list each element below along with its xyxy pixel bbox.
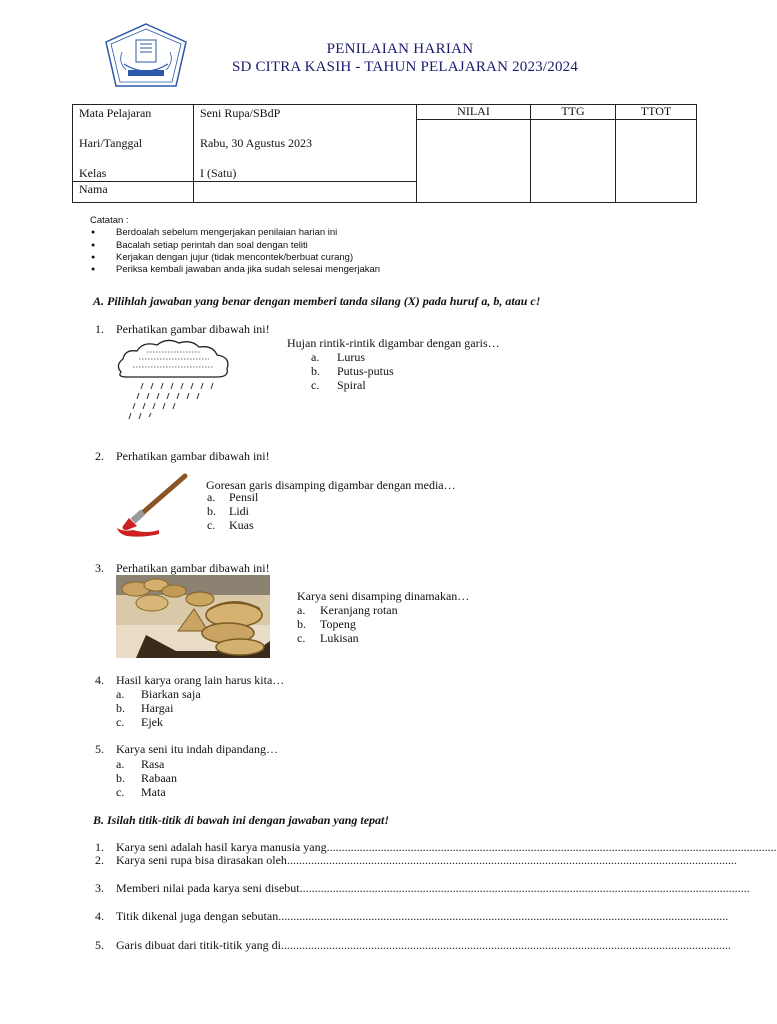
- option-a[interactable]: [311, 350, 394, 364]
- option-letter: b.: [311, 364, 320, 378]
- question-number: 5.: [95, 742, 104, 756]
- option-letter: c.: [116, 715, 125, 729]
- question-number: 4.: [95, 909, 104, 923]
- label-kelas: Kelas: [79, 166, 107, 180]
- option-text: Rabaan: [141, 771, 177, 785]
- question-text: Garis dibuat dari titik-titik yang di: [116, 938, 281, 952]
- note-item: ● Bacalah setiap perintah dan soal dengan teliti: [90, 240, 380, 252]
- question-number: 1.: [95, 840, 104, 854]
- option-letter: b.: [116, 701, 125, 715]
- notes-block: [90, 215, 380, 276]
- question-a1: [95, 322, 270, 336]
- notes-title: Catatan :: [90, 215, 129, 226]
- question-a5: [95, 742, 278, 756]
- info-labels: [73, 105, 194, 182]
- question-text: Memberi nilai pada karya seni disebut: [116, 881, 300, 895]
- note-item: ● Berdoalah sebelum mengerjakan penilaian harian ini: [90, 227, 380, 239]
- note-item: ● Periksa kembali jawaban anda jika sudah selesai mengerjakan: [90, 264, 380, 276]
- option-letter: c.: [311, 378, 320, 392]
- option-a[interactable]: [207, 490, 258, 504]
- question-number: 2.: [95, 853, 104, 867]
- question-text: Perhatikan gambar dibawah ini!: [116, 322, 270, 336]
- option-letter: a.: [116, 757, 125, 771]
- option-b[interactable]: [116, 701, 201, 715]
- option-letter: a.: [116, 687, 125, 701]
- option-letter: c.: [207, 518, 216, 532]
- rattan-baskets-image: [116, 575, 270, 658]
- option-text: Pensil: [229, 490, 259, 504]
- option-letter: a.: [297, 603, 306, 617]
- option-letter: a.: [207, 490, 216, 504]
- label-mata-pelajaran: Mata Pelajaran: [79, 106, 152, 120]
- option-text: Lurus: [337, 350, 365, 364]
- value-mata-pelajaran: Seni Rupa/SBdP: [200, 106, 281, 120]
- answer-dotted-line[interactable]: ......................................................................................................................................................: [280, 938, 731, 952]
- school-logo: [104, 22, 188, 88]
- option-letter: c.: [297, 631, 306, 645]
- options-a4: [116, 687, 201, 729]
- value-kelas: I (Satu): [200, 166, 237, 180]
- question-number: 2.: [95, 449, 104, 463]
- option-a[interactable]: [116, 687, 201, 701]
- option-b[interactable]: [311, 364, 394, 378]
- ttg-header: TTG: [531, 105, 616, 120]
- question-number: 5.: [95, 938, 104, 952]
- section-a-title: A. Pilihlah jawaban yang benar dengan memberi tanda silang (X) pada huruf a, b, atau c!: [93, 294, 541, 308]
- question-number: 4.: [95, 673, 104, 687]
- option-text: Topeng: [320, 617, 356, 631]
- option-text: Mata: [141, 785, 166, 799]
- fill-in-b2[interactable]: [95, 853, 737, 867]
- student-info-table: [72, 104, 697, 203]
- nama-input[interactable]: [194, 182, 417, 203]
- option-c[interactable]: [297, 631, 398, 645]
- option-text: Keranjang rotan: [320, 603, 398, 617]
- question-number: 1.: [95, 322, 104, 336]
- question-text: Karya seni adalah hasil karya manusia yang: [116, 840, 327, 854]
- school-name-year: SD CITRA KASIH - TAHUN PELAJARAN 2023/2024: [231, 59, 579, 75]
- fill-in-b5[interactable]: [95, 938, 731, 952]
- ttot-header: TTOT: [616, 105, 697, 120]
- label-hari-tanggal: Hari/Tanggal: [79, 136, 143, 150]
- question-prompt: Hujan rintik-rintik digambar dengan garis…: [287, 336, 500, 350]
- option-text: Lukisan: [320, 631, 359, 645]
- question-text: Perhatikan gambar dibawah ini!: [116, 449, 270, 463]
- options-a3: [297, 603, 398, 645]
- question-prompt: Goresan garis disamping digambar dengan media…: [206, 478, 456, 492]
- question-text: Karya seni itu indah dipandang…: [116, 742, 278, 756]
- option-letter: b.: [207, 504, 216, 518]
- option-text: Rasa: [141, 757, 165, 771]
- option-text: Lidi: [229, 504, 249, 518]
- fill-in-b1[interactable]: [95, 840, 777, 854]
- question-number: 3.: [95, 881, 104, 895]
- option-b[interactable]: [207, 504, 258, 518]
- question-text: Hasil karya orang lain harus kita…: [116, 673, 285, 687]
- question-a3: [95, 561, 270, 575]
- nilai-header: NILAI: [417, 105, 531, 120]
- ttot-box[interactable]: [616, 120, 697, 203]
- note-item: ● Kerjakan dengan jujur (tidak mencontek/berbuat curang): [90, 252, 380, 264]
- option-c[interactable]: [116, 715, 201, 729]
- document-title: PENILAIAN HARIAN: [326, 41, 474, 57]
- option-b[interactable]: [116, 771, 177, 785]
- option-letter: c.: [116, 785, 125, 799]
- section-b-title: B. Isilah titik-titik di bawah ini dengan jawaban yang tepat!: [93, 813, 390, 827]
- question-prompt: Karya seni disamping dinamakan…: [297, 589, 470, 603]
- option-text: Hargai: [141, 701, 174, 715]
- value-hari-tanggal: Rabu, 30 Agustus 2023: [200, 136, 313, 150]
- ttg-box[interactable]: [531, 120, 616, 203]
- fill-in-b3[interactable]: [95, 881, 750, 895]
- options-a2: [207, 490, 258, 532]
- option-text: Spiral: [337, 378, 366, 392]
- options-a1: [311, 350, 394, 392]
- option-text: Biarkan saja: [141, 687, 201, 701]
- question-text: Karya seni rupa bisa dirasakan oleh: [116, 853, 287, 867]
- option-letter: b.: [297, 617, 306, 631]
- option-c[interactable]: [207, 518, 258, 532]
- paintbrush-icon: [113, 472, 189, 538]
- option-letter: b.: [116, 771, 125, 785]
- option-text: Putus-putus: [337, 364, 394, 378]
- option-c[interactable]: [116, 785, 177, 799]
- label-nama: Nama: [73, 182, 194, 203]
- question-text: Titik dikenal juga dengan sebutan: [116, 909, 279, 923]
- answer-dotted-line[interactable]: ......................................................................................................................................................: [278, 909, 729, 923]
- question-a2: [95, 449, 270, 463]
- option-text: Ejek: [141, 715, 163, 729]
- options-a5: [116, 757, 177, 799]
- option-a[interactable]: [116, 757, 177, 771]
- option-c[interactable]: [311, 378, 394, 392]
- question-a4: [95, 673, 285, 687]
- answer-dotted-line[interactable]: ......................................................................................................................................................: [326, 840, 777, 854]
- question-number: 3.: [95, 561, 104, 575]
- answer-dotted-line[interactable]: ......................................................................................................................................................: [286, 853, 737, 867]
- answer-dotted-line[interactable]: ......................................................................................................................................................: [299, 881, 750, 895]
- option-b[interactable]: [297, 617, 398, 631]
- option-text: Kuas: [229, 518, 254, 532]
- rain-cloud-icon: [113, 337, 235, 422]
- fill-in-b4[interactable]: [95, 909, 729, 923]
- nilai-box[interactable]: [417, 120, 531, 203]
- option-letter: a.: [311, 350, 320, 364]
- option-a[interactable]: [297, 603, 398, 617]
- info-values: [194, 105, 417, 182]
- question-text: Perhatikan gambar dibawah ini!: [116, 561, 270, 575]
